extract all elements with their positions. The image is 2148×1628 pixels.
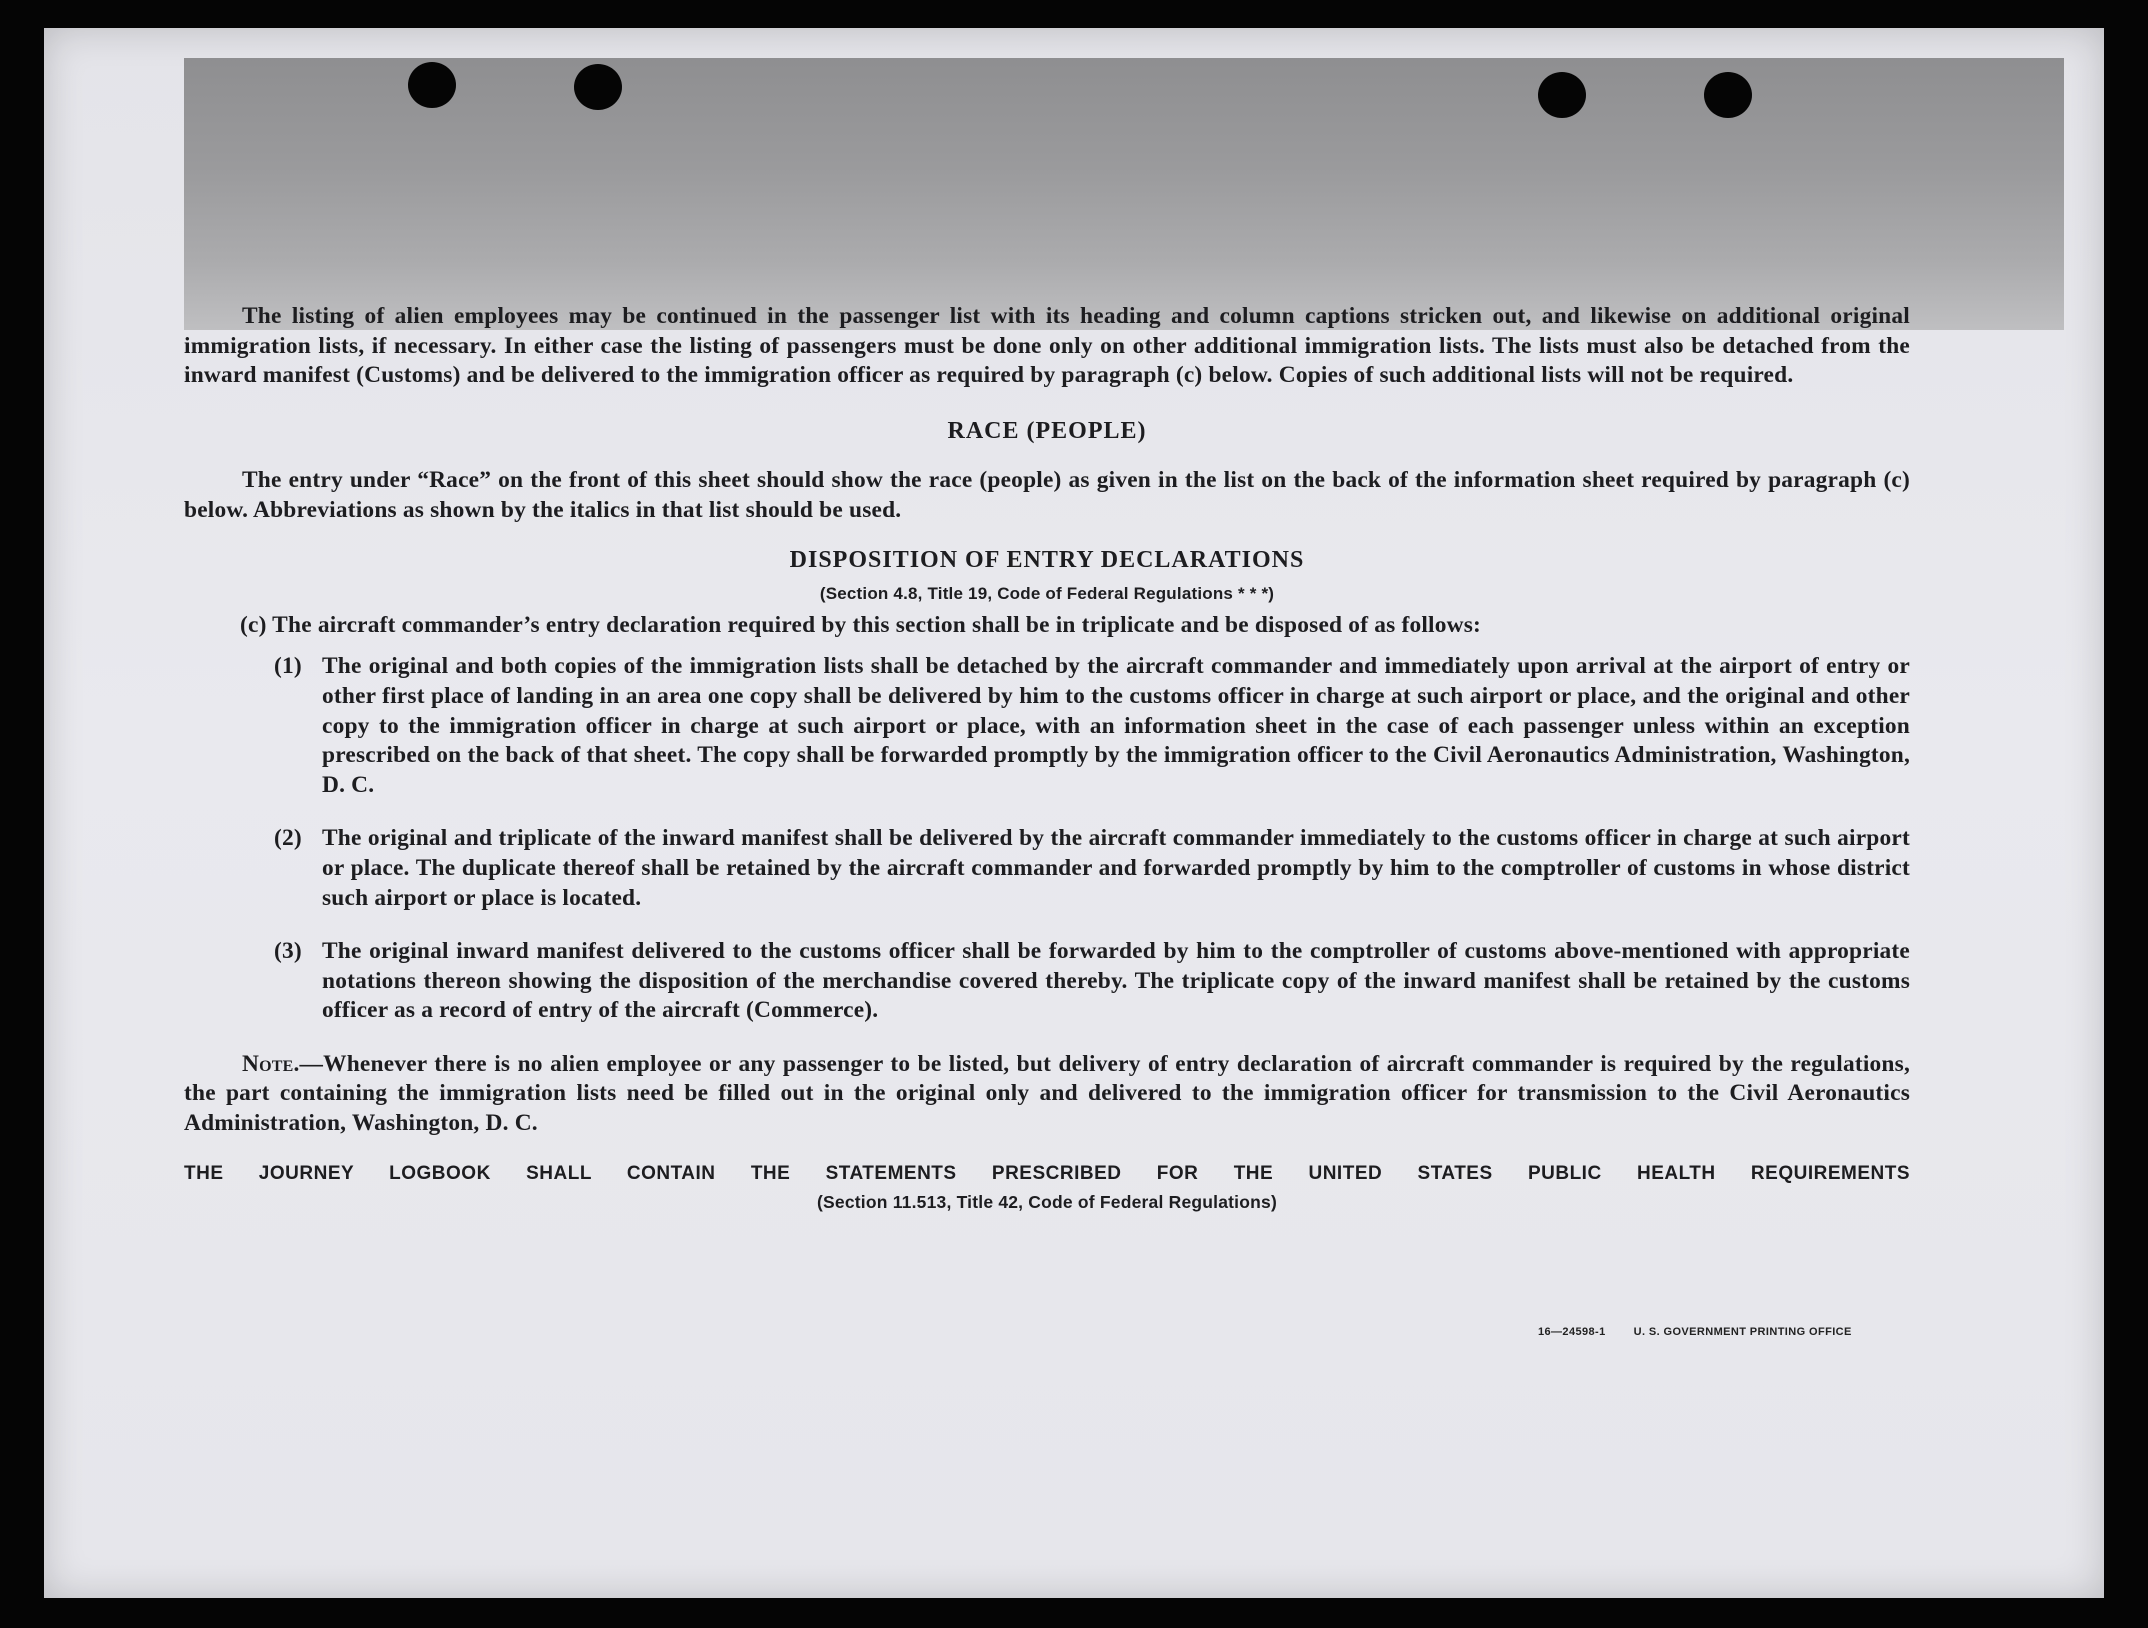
item-text: The original and triplicate of the inward manifest shall be delivered by the aircraft commander immediately to the customs officer in charge at such airport or place. The duplicate thereof shall be retained by the aircraft commander and forwarded promptly by him to the comptroller of customs in whose district such airport or place is located.	[322, 825, 1910, 911]
intro-paragraph: The listing of alien employees may be continued in the passenger list with its heading and column captions stricken out, and likewise on additional original immigration lists, if necessary. In either case the listing of passengers must be done only on other additional immigration lists. The lists must also be detached from the inward manifest (Customs) and be delivered to the immigration officer as required by paragraph (c) below. Copies of such additional lists will not be required.	[184, 303, 1910, 389]
note-label: Note.	[242, 1050, 300, 1077]
disposition-item-2	[274, 824, 1910, 913]
item-number: (1)	[274, 653, 302, 680]
note-text: —Whenever there is no alien employee or any passenger to be listed, but delivery of entry declaration of aircraft commander is required by the regulations, the part containing the immigration lists need be filled out in the original only and delivered to the immigration officer for transmission to the Civil Aeronautics Administration, Washington, D. C.	[184, 1050, 1910, 1137]
item-text: The original inward manifest delivered to the customs officer shall be forwarded by him to the comptroller of customs above-mentioned with appropriate notations thereon showing the disposition of the merchandise covered thereby. The triplicate copy of the inward manifest shall be retained by the customs officer as a record of entry of the aircraft (Commerce).	[322, 938, 1910, 1024]
document-body	[184, 302, 1910, 1218]
race-heading: RACE (PEOPLE)	[947, 417, 1147, 444]
disposition-item-3	[274, 937, 1910, 1026]
note-paragraph	[184, 1050, 1910, 1139]
disposition-item-1	[274, 652, 1910, 800]
disposition-heading: DISPOSITION OF ENTRY DECLARATIONS	[789, 546, 1305, 573]
form-number: 16—24598-1	[1538, 1326, 1606, 1338]
printer-imprint	[1538, 1326, 1852, 1338]
header-shadow-band	[184, 58, 2064, 330]
logbook-statement: THE JOURNEY LOGBOOK SHALL CONTAIN THE STATEMENTS PRESCRIBED FOR THE UNITED STATES PUBLIC HEALTH REQUIREMENTS	[184, 1162, 1910, 1184]
clause-c: (c) The aircraft commander’s entry declaration required by this section shall be in triplicate and be disposed of as follows:	[240, 611, 1482, 638]
race-paragraph: The entry under “Race” on the front of this sheet should show the race (people) as given in the list on the back of the information sheet required by paragraph (c) below. Abbreviations as shown by the italics in that list should be used.	[184, 467, 1910, 523]
logbook-citation: (Section 11.513, Title 42, Code of Federal Regulations)	[817, 1192, 1277, 1213]
punch-hole-2	[574, 64, 622, 110]
printer-name: U. S. GOVERNMENT PRINTING OFFICE	[1633, 1326, 1852, 1338]
item-number: (3)	[274, 938, 302, 965]
punch-hole-4	[1704, 72, 1752, 118]
punch-hole-1	[408, 62, 456, 108]
item-text: The original and both copies of the immigration lists shall be detached by the aircraft commander and immediately upon arrival at the airport of entry or other first place of landing in an area one copy shall be delivered by him to the customs officer in charge at such airport or place, and the original and other copy to the immigration officer in charge at such airport or place, with an information sheet in the case of each passenger unless within an exception prescribed on the back of that sheet. The copy shall be forwarded promptly by the immigration officer to the Civil Aeronautics Administration, Washington, D. C.	[322, 653, 1910, 798]
item-number: (2)	[274, 825, 302, 852]
disposition-subheading: (Section 4.8, Title 19, Code of Federal Regulations * * *)	[819, 584, 1275, 604]
punch-hole-3	[1538, 72, 1586, 118]
